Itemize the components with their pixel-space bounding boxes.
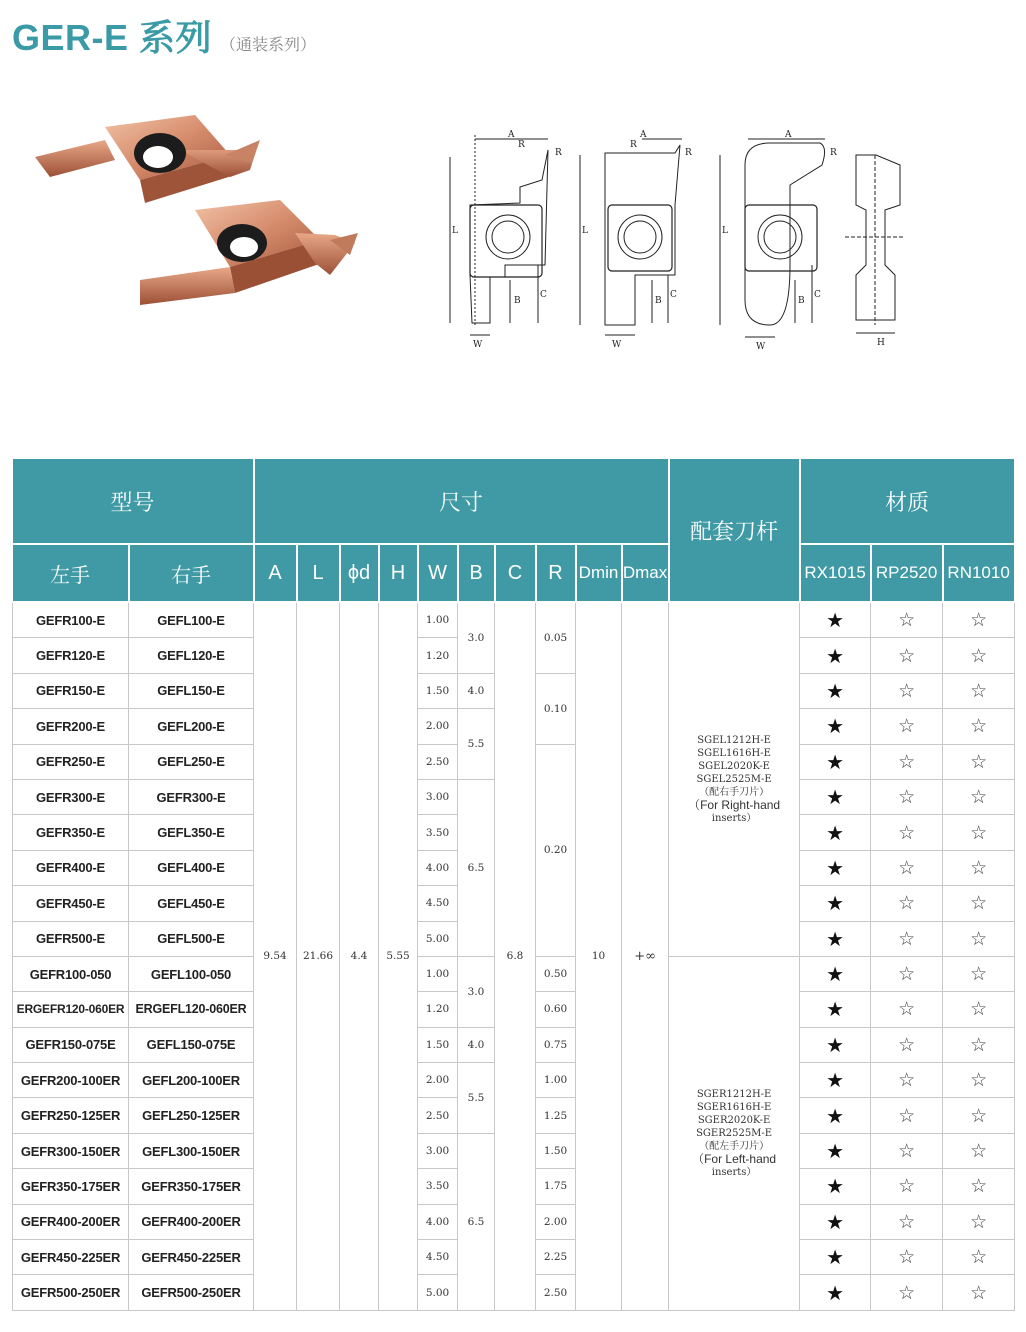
holder-right-hand (669, 602, 800, 956)
value-W: 5.00 (418, 921, 458, 956)
dimension-drawings (430, 125, 910, 350)
mark-hollow: ☆ (943, 1169, 1015, 1204)
mark-hollow: ☆ (943, 744, 1015, 779)
col-RP2520: RP2520 (871, 544, 943, 602)
mark-filled: ★ (800, 673, 871, 708)
value-B: 3.0 (458, 956, 495, 1027)
model-left: GEFR450-225ER (13, 1240, 129, 1275)
mark-hollow: ☆ (871, 1240, 943, 1275)
value-B: 3.0 (458, 602, 495, 673)
model-right: GEFL200-E (129, 709, 254, 744)
dim-label-B3: B (798, 296, 805, 306)
spec-table (12, 459, 1016, 1311)
value-R: 0.75 (536, 1027, 576, 1062)
value-W: 4.50 (418, 886, 458, 921)
dim-label-B1: B (514, 296, 521, 306)
value-W: 1.20 (418, 638, 458, 673)
mark-filled: ★ (800, 850, 871, 885)
holder-line: （配右手刀片） (699, 786, 770, 798)
model-right: GEFR500-250ER (129, 1275, 254, 1310)
mark-hollow: ☆ (943, 673, 1015, 708)
drawing-full-radius (720, 139, 825, 337)
mark-filled: ★ (800, 921, 871, 956)
model-right: GEFL100-E (129, 602, 254, 638)
mark-hollow: ☆ (943, 815, 1015, 850)
dim-label-L1: L (452, 226, 458, 236)
value-W: 4.00 (418, 850, 458, 885)
mark-filled: ★ (800, 956, 871, 991)
mark-hollow: ☆ (871, 673, 943, 708)
group-holder: 配套刀杆 (669, 459, 800, 602)
mark-hollow: ☆ (943, 638, 1015, 673)
mark-hollow: ☆ (943, 886, 1015, 921)
mark-hollow: ☆ (871, 709, 943, 744)
series-subtitle: （通装系列） (220, 35, 317, 54)
model-left: GEFR300-E (13, 779, 129, 814)
value-W: 3.50 (418, 1169, 458, 1204)
col-L: L (297, 544, 340, 602)
mark-hollow: ☆ (871, 1169, 943, 1204)
mark-hollow: ☆ (871, 1204, 943, 1239)
value-W: 3.00 (418, 779, 458, 814)
mark-hollow: ☆ (943, 921, 1015, 956)
model-left: GEFR350-E (13, 815, 129, 850)
value-B: 4.0 (458, 1027, 495, 1062)
mark-hollow: ☆ (871, 779, 943, 814)
holder-line: SGER2020K-E (697, 1114, 771, 1126)
mark-hollow: ☆ (943, 992, 1015, 1027)
value-R: 1.25 (536, 1098, 576, 1133)
value-W: 1.00 (418, 956, 458, 991)
mark-hollow: ☆ (943, 1133, 1015, 1168)
mark-filled: ★ (800, 1169, 871, 1204)
model-left: GEFR400-E (13, 850, 129, 885)
model-left: GEFR100-E (13, 602, 129, 638)
mark-filled: ★ (800, 815, 871, 850)
model-right: GEFR300-E (129, 779, 254, 814)
dim-label-A3: A (785, 130, 792, 140)
group-dims: 尺寸 (254, 459, 669, 544)
dim-label-W3: W (756, 342, 766, 350)
value-L: 21.66 (297, 602, 340, 1310)
dim-label-R1: R (518, 140, 525, 150)
col-R: R (536, 544, 576, 602)
dim-label-R2b: R (685, 148, 692, 158)
value-W: 1.50 (418, 673, 458, 708)
mark-hollow: ☆ (943, 850, 1015, 885)
holder-line: inserts） (711, 1166, 757, 1178)
col-Dmin: Dmin (576, 544, 622, 602)
mark-hollow: ☆ (871, 602, 943, 638)
mark-hollow: ☆ (943, 709, 1015, 744)
model-right: GEFL400-E (129, 850, 254, 885)
value-R: 2.50 (536, 1275, 576, 1310)
mark-hollow: ☆ (943, 956, 1015, 991)
mark-filled: ★ (800, 1098, 871, 1133)
model-left: GEFR250-E (13, 744, 129, 779)
holder-line: SGER2525M-E (696, 1127, 773, 1139)
mark-filled: ★ (800, 709, 871, 744)
value-W: 2.50 (418, 1098, 458, 1133)
value-W: 1.20 (418, 992, 458, 1027)
mark-hollow: ☆ (943, 1063, 1015, 1098)
col-H: H (379, 544, 418, 602)
mark-hollow: ☆ (871, 1275, 943, 1310)
value-W: 5.00 (418, 1275, 458, 1310)
model-right: ERGEFL120-060ER (129, 992, 254, 1027)
page-title (12, 10, 316, 61)
model-right: GEFL150-075E (129, 1027, 254, 1062)
value-A: 9.54 (254, 602, 297, 1310)
spec-table-body (13, 602, 1015, 1310)
model-left: GEFR300-150ER (13, 1133, 129, 1168)
table-row (13, 602, 1015, 638)
mark-hollow: ☆ (871, 638, 943, 673)
col-A: A (254, 544, 297, 602)
group-material: 材质 (800, 459, 1015, 544)
value-R: 0.10 (536, 673, 576, 744)
holder-line: SGER1616H-E (696, 1101, 772, 1113)
mark-hollow: ☆ (943, 1204, 1015, 1239)
dim-label-L2: L (582, 226, 588, 236)
mark-hollow: ☆ (943, 779, 1015, 814)
col-Dmax: Dmax (622, 544, 669, 602)
mark-hollow: ☆ (943, 602, 1015, 638)
model-right: GEFL350-E (129, 815, 254, 850)
model-right: GEFL200-100ER (129, 1063, 254, 1098)
insert-upper (35, 115, 260, 203)
mark-hollow: ☆ (871, 815, 943, 850)
mark-filled: ★ (800, 744, 871, 779)
model-right: GEFR400-200ER (129, 1204, 254, 1239)
series-title: GER-E 系列 (12, 17, 213, 58)
mark-filled: ★ (800, 1275, 871, 1310)
value-R: 0.50 (536, 956, 576, 991)
mark-filled: ★ (800, 1133, 871, 1168)
drawing-side-view (845, 155, 905, 333)
mark-hollow: ☆ (943, 1275, 1015, 1310)
value-W: 2.00 (418, 709, 458, 744)
mark-hollow: ☆ (871, 1098, 943, 1133)
value-W: 1.50 (418, 1027, 458, 1062)
model-right: GEFL450-E (129, 886, 254, 921)
mark-hollow: ☆ (871, 850, 943, 885)
holder-left-hand (669, 956, 800, 1310)
value-W: 4.50 (418, 1240, 458, 1275)
drawing-neutral (580, 139, 682, 335)
col-RN1010: RN1010 (943, 544, 1015, 602)
dim-label-W2: W (612, 340, 622, 350)
group-model: 型号 (13, 459, 254, 544)
model-left: GEFR450-E (13, 886, 129, 921)
holder-line: SGEL2525M-E (696, 773, 772, 785)
mark-hollow: ☆ (871, 956, 943, 991)
model-left: GEFR200-100ER (13, 1063, 129, 1098)
col-C: C (495, 544, 536, 602)
value-R: 0.05 (536, 602, 576, 673)
model-right: GEFL300-150ER (129, 1133, 254, 1168)
value-d: 4.4 (340, 602, 379, 1310)
mark-hollow: ☆ (943, 1240, 1015, 1275)
value-B: 5.5 (458, 1063, 495, 1134)
model-left: GEFR500-250ER (13, 1275, 129, 1310)
value-R: 1.50 (536, 1133, 576, 1168)
value-W: 3.50 (418, 815, 458, 850)
value-W: 3.00 (418, 1133, 458, 1168)
model-left: GEFR350-175ER (13, 1169, 129, 1204)
model-left: GEFR100-050 (13, 956, 129, 991)
value-B: 6.5 (458, 1133, 495, 1310)
mark-filled: ★ (800, 779, 871, 814)
value-R: 2.00 (536, 1204, 576, 1239)
holder-line: SGEL1616H-E (697, 747, 771, 759)
model-right: GEFL250-E (129, 744, 254, 779)
mark-filled: ★ (800, 1240, 871, 1275)
value-W: 4.00 (418, 1204, 458, 1239)
holder-line: （配左手刀片） (699, 1140, 770, 1152)
model-right: GEFR450-225ER (129, 1240, 254, 1275)
col-B: B (458, 544, 495, 602)
mark-hollow: ☆ (871, 992, 943, 1027)
model-left: GEFR120-E (13, 638, 129, 673)
mark-filled: ★ (800, 602, 871, 638)
holder-line: （For Right-hand (688, 797, 781, 812)
holder-line: inserts） (711, 812, 757, 824)
mark-filled: ★ (800, 1027, 871, 1062)
dim-label-C3: C (814, 290, 821, 300)
col-left: 左手 (13, 544, 129, 602)
value-R: 2.25 (536, 1240, 576, 1275)
dim-label-L3: L (722, 226, 728, 236)
insert-photo (30, 115, 370, 330)
model-left: GEFR200-E (13, 709, 129, 744)
mark-hollow: ☆ (871, 886, 943, 921)
dim-label-R3: R (830, 148, 837, 158)
dim-label-C2: C (670, 290, 677, 300)
col-RX1015: RX1015 (800, 544, 871, 602)
value-W: 1.00 (418, 602, 458, 638)
mark-hollow: ☆ (871, 921, 943, 956)
model-right: GEFL100-050 (129, 956, 254, 991)
mark-filled: ★ (800, 992, 871, 1027)
value-W: 2.00 (418, 1063, 458, 1098)
model-right: GEFL150-E (129, 673, 254, 708)
value-H: 5.55 (379, 602, 418, 1310)
dim-label-B2: B (655, 296, 662, 306)
mark-hollow: ☆ (943, 1027, 1015, 1062)
value-W: 2.50 (418, 744, 458, 779)
insert-lower (140, 200, 358, 305)
value-Dmin: 10 (576, 602, 622, 1310)
dim-label-R1b: R (555, 148, 562, 158)
value-R: 0.60 (536, 992, 576, 1027)
model-right: GEFL250-125ER (129, 1098, 254, 1133)
dim-label-A1: A (508, 130, 515, 140)
holder-line: SGER1212H-E (696, 1088, 772, 1100)
value-B: 4.0 (458, 673, 495, 708)
mark-filled: ★ (800, 1063, 871, 1098)
col-W: W (418, 544, 458, 602)
model-left: GEFR250-125ER (13, 1098, 129, 1133)
holder-line: SGEL2020K-E (698, 760, 770, 772)
dim-label-W1: W (473, 340, 483, 350)
value-C: 6.8 (495, 602, 536, 1310)
dim-label-C1: C (540, 290, 547, 300)
value-R: 1.75 (536, 1169, 576, 1204)
model-left: GEFR500-E (13, 921, 129, 956)
model-right: GEFL500-E (129, 921, 254, 956)
model-left: GEFR150-E (13, 673, 129, 708)
value-R: 1.00 (536, 1063, 576, 1098)
dim-label-A2: A (640, 130, 647, 140)
model-left: GEFR400-200ER (13, 1204, 129, 1239)
mark-hollow: ☆ (871, 1063, 943, 1098)
mark-hollow: ☆ (871, 1133, 943, 1168)
holder-line: （For Left-hand (692, 1151, 777, 1166)
model-right: GEFL120-E (129, 638, 254, 673)
dim-label-H: H (877, 338, 885, 348)
value-R: 0.20 (536, 744, 576, 956)
mark-filled: ★ (800, 1204, 871, 1239)
mark-filled: ★ (800, 638, 871, 673)
mark-hollow: ☆ (871, 744, 943, 779)
drawing-right-hand (450, 135, 548, 335)
col-right: 右手 (129, 544, 254, 602)
mark-hollow: ☆ (943, 1098, 1015, 1133)
dim-label-R2: R (630, 140, 637, 150)
model-left: GEFR150-075E (13, 1027, 129, 1062)
value-B: 6.5 (458, 779, 495, 956)
mark-hollow: ☆ (871, 1027, 943, 1062)
value-Dmax: +∞ (622, 602, 669, 1310)
value-B: 5.5 (458, 709, 495, 780)
model-right: GEFR350-175ER (129, 1169, 254, 1204)
col-d: ϕd (340, 544, 379, 602)
holder-line: SGEL1212H-E (697, 734, 771, 746)
mark-filled: ★ (800, 886, 871, 921)
model-left: ERGEFR120-060ER (13, 992, 129, 1027)
